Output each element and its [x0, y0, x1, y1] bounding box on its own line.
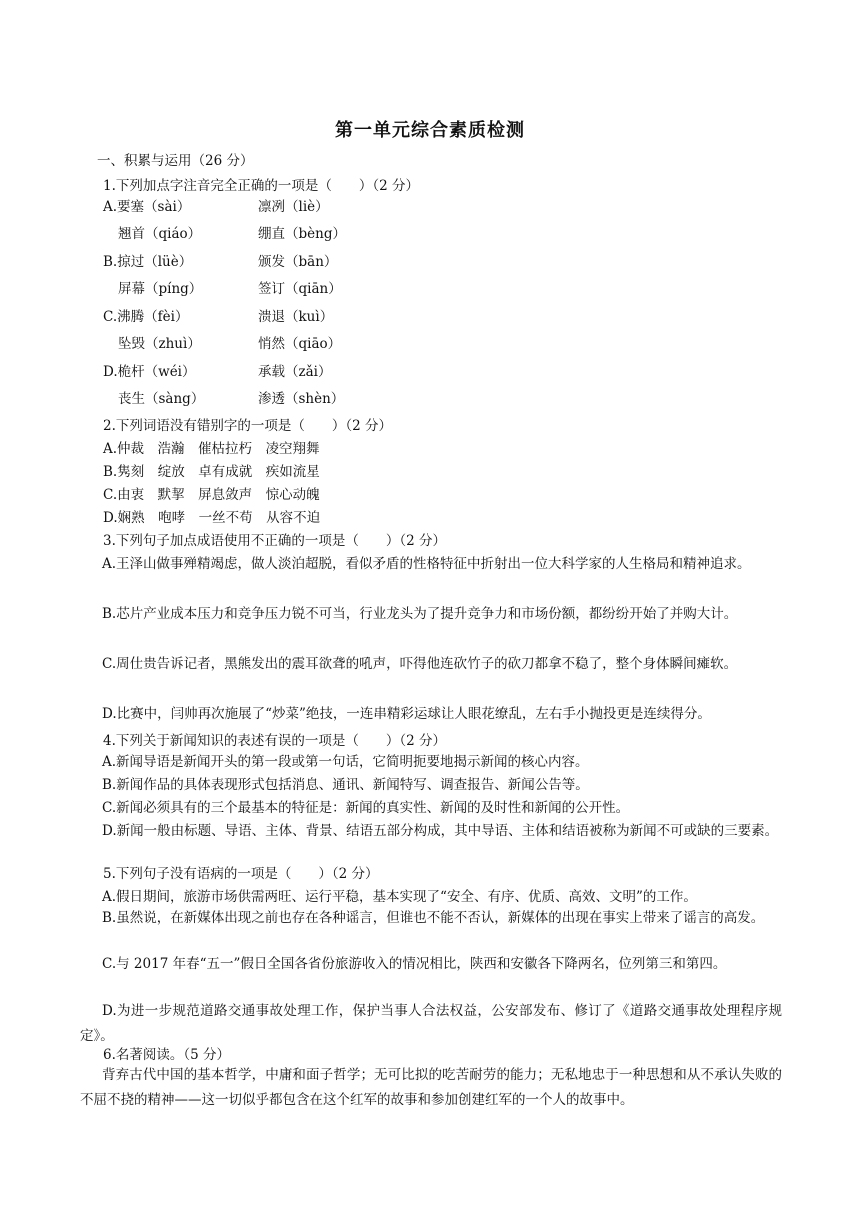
- q5-option-b: B.虽然说，在新媒体出现之前也存在各种谣言，但谁也不能不否认，新媒体的出现在事实上带来了谣言的高发。: [102, 910, 765, 926]
- q2-option-a: A.仲裁 浩瀚 催枯拉朽 凌空翔舞: [103, 441, 320, 457]
- q3-option-d: D.比赛中，闫帅再次施展了“炒菜”绝技，一连串精彩运球让人眼花缭乱，左右手小抛投更是连续得分。: [102, 706, 711, 722]
- q1-d-word1: D.桅杆（wéi）: [103, 364, 196, 380]
- q4-option-a: A.新闻导语是新闻开头的第一段或第一句话，它简明扼要地揭示新闻的核心内容。: [102, 754, 589, 770]
- question-2-stem: 2.下列词语没有错别字的一项是（ ）（2 分）: [103, 418, 393, 434]
- q1-c-word1: C.沸腾（fèi）: [103, 309, 189, 325]
- q3-option-c: C.周仕贵告诉记者，黑熊发出的震耳欲聋的吼声，吓得他连砍竹子的砍刀都拿不稳了，整个身体瞬间瘫软。: [102, 656, 738, 672]
- q3-option-a: A.王泽山做事殚精竭虑，做人淡泊超脱，看似矛盾的性格特征中折射出一位大科学家的人生格局和精神追求。: [102, 556, 751, 572]
- q1-a-word1: A.要塞（sài）: [103, 199, 191, 215]
- q1-b-word1: B.掠过（lüè）: [103, 254, 193, 270]
- q2-option-d: D.娴熟 咆哮 一丝不苟 从容不迫: [103, 510, 321, 526]
- q2-option-c: C.由衷 默挈 屏息敛声 惊心动魄: [103, 487, 320, 503]
- q5-option-c: C.与 2017 年春“五一”假日全国各省份旅游收入的情况相比，陕西和安徽各下降两名，位列第三和第四。: [102, 956, 727, 972]
- q1-a-word2: 凛冽（liè）: [258, 199, 329, 215]
- q1-d-word4: 渗透（shèn）: [258, 391, 345, 407]
- q3-option-b: B.芯片产业成本压力和竞争压力锐不可当，行业龙头为了提升竞争力和市场份额，都纷纷开始了并购大计。: [102, 606, 738, 622]
- q4-option-b: B.新闻作品的具体表现形式包括消息、通讯、新闻特写、调查报告、新闻公告等。: [102, 777, 589, 793]
- question-6-stem: 6.名著阅读。（5 分）: [103, 1047, 231, 1063]
- q1-a-word3: 翘首（qiáo）: [118, 226, 202, 242]
- q1-b-word3: 屏幕（píng）: [118, 281, 203, 297]
- page-title: 第一单元综合素质检测: [335, 120, 525, 141]
- q1-c-word3: 坠毁（zhuì）: [118, 336, 201, 352]
- q1-option-a-row1: [103, 199, 190, 215]
- q5-option-d: D.为进一步规范道路交通事故处理工作，保护当事人合法权益，公安部发布、修订了《道路交通事故处理程序规定》。: [80, 1003, 782, 1044]
- question-4-stem: 4.下列关于新闻知识的表述有误的一项是（ ）（2 分）: [103, 733, 447, 749]
- q2-option-b: B.隽刻 绽放 卓有成就 疾如流星: [103, 464, 320, 480]
- section-heading: 一、积累与运用（26 分）: [97, 153, 254, 169]
- q1-d-word3: 丧生（sàng）: [118, 391, 205, 407]
- q4-option-d: D.新闻一般由标题、导语、主体、背景、结语五部分构成，其中导语、主体和结语被称为新闻不可或缺的三要素。: [102, 823, 779, 839]
- question-1-stem: 1.下列加点字注音完全正确的一项是（ ）（2 分）: [103, 178, 420, 194]
- q4-option-c: C.新闻必须具有的三个最基本的特征是：新闻的真实性、新闻的及时性和新闻的公开性。: [102, 800, 630, 816]
- question-3-stem: 3.下列句子加点成语使用不正确的一项是（ ）（2 分）: [103, 533, 447, 549]
- q1-c-word2: 溃退（kuì）: [258, 309, 334, 325]
- q1-b-word4: 签订（qiān）: [258, 281, 342, 297]
- q6-passage: 背弃古代中国的基本哲学，中庸和面子哲学；无可比拟的吃苦耐劳的能力；无私地忠于一种思想和从不承认失败的不屈不挠的精神——这一切似乎都包含在这个红军的故事和参加创建红军的一个人的故事中。: [80, 1067, 782, 1108]
- q1-a-word4: 绷直（bèng）: [258, 226, 346, 242]
- question-5-stem: 5.下列句子没有语病的一项是（ ）（2 分）: [103, 866, 379, 882]
- q5-option-a: A.假日期间，旅游市场供需两旺、运行平稳，基本实现了“安全、有序、优质、高效、文明”的工作。: [102, 889, 697, 905]
- q1-b-word2: 颁发（bān）: [258, 254, 338, 270]
- q1-d-word2: 承载（zǎi）: [258, 364, 332, 380]
- q1-c-word4: 悄然（qiāo）: [258, 336, 342, 352]
